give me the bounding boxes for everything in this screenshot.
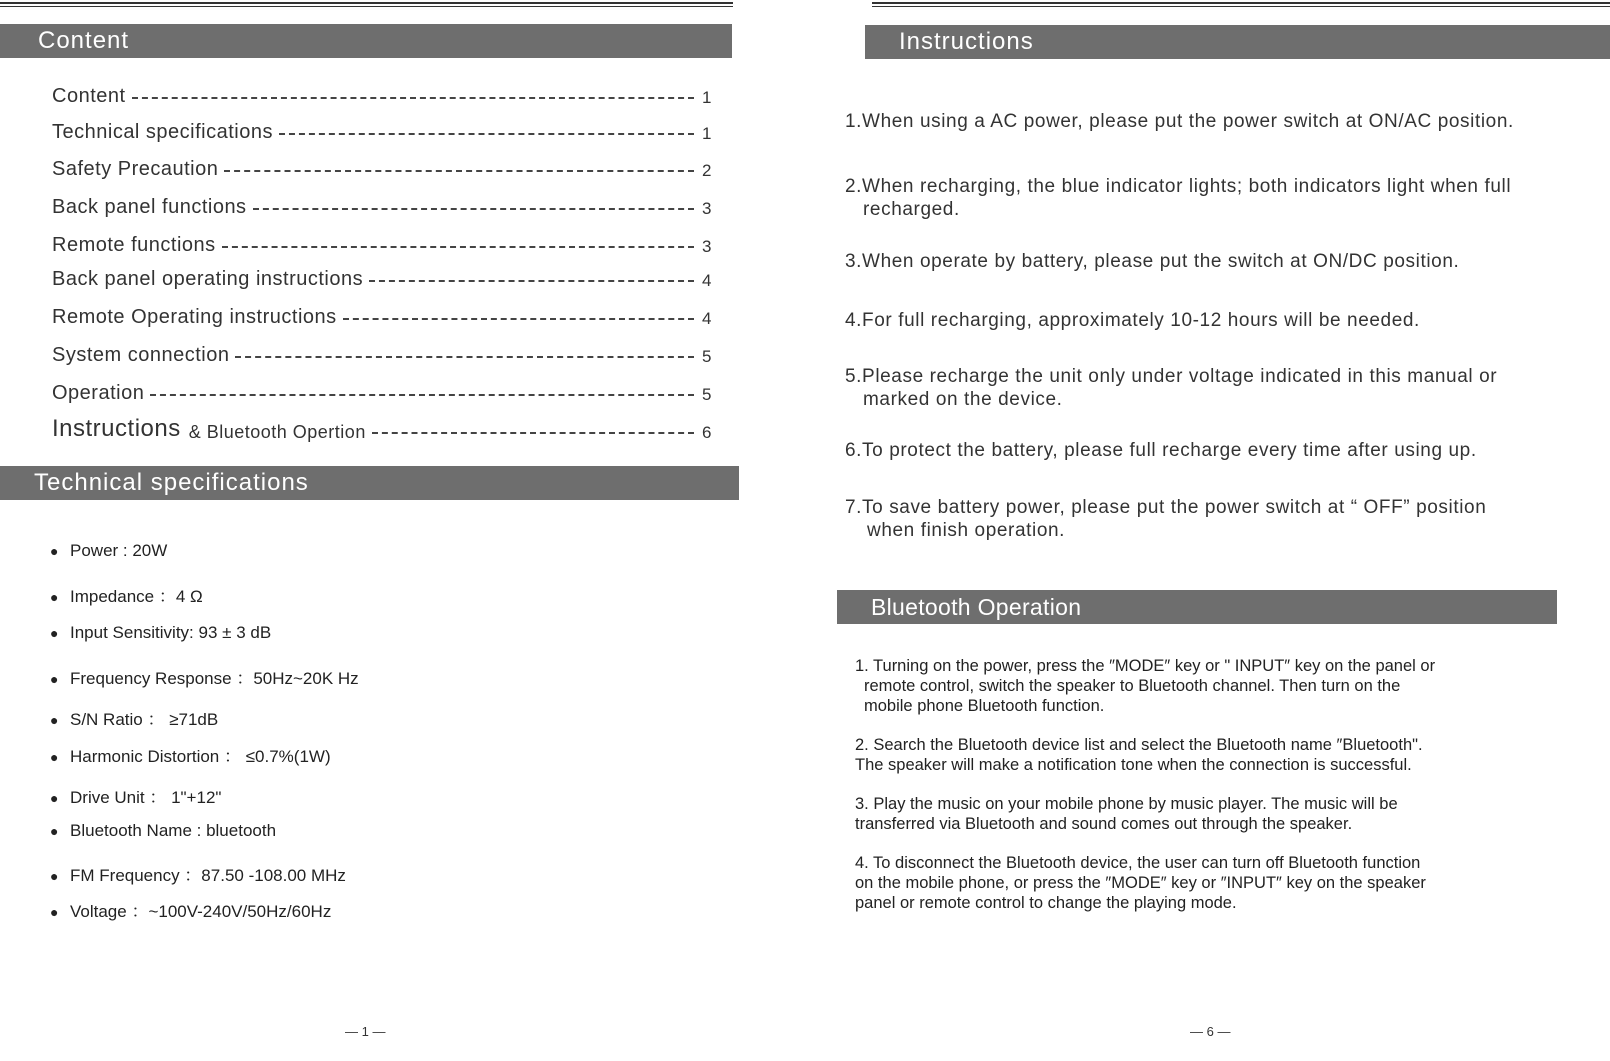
instruction-item <box>845 439 1575 462</box>
toc-page-number: 6 <box>702 423 712 442</box>
bullet-icon: ● <box>50 671 59 687</box>
instruction-item <box>845 175 1575 221</box>
bluetooth-step-line: The speaker will make a notification tone when the connection is successful. <box>855 756 1412 774</box>
bluetooth-step-line: 3. Play the music on your mobile phone by music player. The music will be <box>855 795 1398 813</box>
instruction-text-continued: marked on the device. <box>863 389 1063 410</box>
spec-item <box>50 897 331 922</box>
spec-text: Bluetooth Name : bluetooth <box>70 821 277 840</box>
spec-item <box>50 664 359 689</box>
toc-entry-instructions-bluetooth[interactable] <box>52 415 712 443</box>
bluetooth-step-line: 2. Search the Bluetooth device list and select the Bluetooth name ″Bluetooth". <box>855 736 1423 754</box>
bullet-icon: ● <box>50 543 59 559</box>
bluetooth-step-line: transferred via Bluetooth and sound comes out through the speaker. <box>855 815 1353 833</box>
spec-item <box>50 861 346 886</box>
toc-entry-back-panel-functions[interactable] <box>52 191 712 219</box>
left-page <box>0 0 760 1061</box>
toc-label: Back panel operating instructions <box>52 268 364 290</box>
toc-leader <box>222 246 694 248</box>
bluetooth-step <box>855 794 1565 834</box>
toc-label: Content <box>52 85 126 107</box>
spec-text: Voltage ：~100V-240V/50Hz/60Hz <box>70 902 332 921</box>
toc-label: Remote functions <box>52 234 216 256</box>
toc-entry-system-connection[interactable] <box>52 339 712 367</box>
technical-specifications-header: Technical specifications <box>0 466 739 500</box>
toc-page-number: 1 <box>702 124 712 143</box>
toc-entry-technical-specifications[interactable] <box>52 116 712 144</box>
instruction-text: 6.To protect the battery, please full recharge every time after using up. <box>845 440 1477 461</box>
spec-item <box>50 783 221 808</box>
toc-label: Safety Precaution <box>52 158 219 180</box>
instruction-item <box>845 309 1575 332</box>
bullet-icon: ● <box>50 790 59 806</box>
bullet-icon: ● <box>50 868 59 884</box>
bluetooth-step <box>855 656 1565 716</box>
instructions-section-header: Instructions <box>865 25 1610 59</box>
toc-label: System connection <box>52 344 230 366</box>
toc-label: Back panel functions <box>52 196 247 218</box>
spec-item <box>50 623 271 643</box>
instruction-item <box>845 250 1575 273</box>
toc-leader <box>253 208 694 210</box>
toc-leader <box>369 280 694 282</box>
bullet-icon: ● <box>50 904 59 920</box>
toc-page-number: 2 <box>702 161 712 180</box>
bullet-icon: ● <box>50 589 59 605</box>
toc-page-number: 4 <box>702 271 712 290</box>
spec-text: Input Sensitivity: 93 ± 3 dB <box>70 623 272 642</box>
toc-leader <box>224 170 694 172</box>
spec-text: Power : 20W <box>70 541 168 560</box>
top-rule <box>0 2 733 4</box>
toc-page-number: 3 <box>702 199 712 218</box>
toc-page-number: 5 <box>702 347 712 366</box>
toc-label-main: Instructions <box>52 415 181 442</box>
bluetooth-step-line: panel or remote control to change the playing mode. <box>855 894 1237 912</box>
toc-leader <box>150 394 694 396</box>
bluetooth-step-line: 1. Turning on the power, press the ″MODE″ key or " INPUT″ key on the panel or <box>855 657 1436 675</box>
instruction-text-continued: when finish operation. <box>867 520 1066 541</box>
right-page <box>845 0 1610 1061</box>
toc-entry-content[interactable] <box>52 80 712 108</box>
instruction-text: 3.When operate by battery, please put the switch at ON/DC position. <box>845 251 1460 272</box>
toc-label: Technical specifications <box>52 121 273 143</box>
page-number: — 6 — <box>1190 1024 1231 1039</box>
bluetooth-step <box>855 853 1565 913</box>
instruction-text: 1.When using a AC power, please put the power switch at ON/AC position. <box>845 111 1514 132</box>
instruction-text: 4.For full recharging, approximately 10-12 hours will be needed. <box>845 310 1420 331</box>
toc-leader <box>279 133 694 135</box>
bluetooth-operation-header: Bluetooth Operation <box>837 590 1557 624</box>
toc-page-number: 5 <box>702 385 712 404</box>
toc-leader <box>343 318 694 320</box>
spec-item <box>50 821 276 841</box>
bullet-icon: ● <box>50 823 59 839</box>
instruction-text: 7.To save battery power, please put the power switch at “ OFF” position <box>845 497 1487 518</box>
spec-item <box>50 742 331 767</box>
toc-leader <box>235 356 694 358</box>
toc-page-number: 3 <box>702 237 712 256</box>
spec-text: Frequency Response ：50Hz~20K Hz <box>70 669 359 688</box>
toc-entry-remote-operating[interactable] <box>52 301 712 329</box>
toc-entry-safety-precaution[interactable] <box>52 153 712 181</box>
instruction-text-continued: recharged. <box>863 199 960 220</box>
bluetooth-step <box>855 735 1565 775</box>
bullet-icon: ● <box>50 749 59 765</box>
instruction-item <box>845 365 1575 411</box>
spec-text: Harmonic Distortion ： ≤0.7%(1W) <box>70 747 331 766</box>
spec-item <box>50 582 203 607</box>
instruction-item <box>845 496 1575 542</box>
instruction-item <box>845 110 1575 133</box>
instruction-text: 2.When recharging, the blue indicator lights; both indicators light when full <box>845 176 1512 197</box>
bullet-icon: ● <box>50 712 59 728</box>
bluetooth-step-line: on the mobile phone, or press the ″MODE″ key or ″INPUT″ key on the speaker <box>855 874 1426 892</box>
toc-entry-back-panel-operating[interactable] <box>52 263 712 291</box>
spec-text: Impedance ：4 Ω <box>70 587 203 606</box>
spec-text: Drive Unit ： 1"+12" <box>70 788 222 807</box>
top-rule <box>872 2 1610 4</box>
toc-entry-operation[interactable] <box>52 377 712 405</box>
toc-label: Remote Operating instructions <box>52 306 337 328</box>
spec-item <box>50 541 167 561</box>
toc-page-number: 1 <box>702 88 712 107</box>
top-rule-thin <box>872 6 1610 7</box>
toc-entry-remote-functions[interactable] <box>52 229 712 257</box>
content-section-header: Content <box>0 24 732 58</box>
bluetooth-step-line: 4. To disconnect the Bluetooth device, the user can turn off Bluetooth function <box>855 854 1421 872</box>
toc-page-number: 4 <box>702 309 712 328</box>
spec-text: S/N Ratio ： ≥71dB <box>70 710 219 729</box>
instruction-text: 5.Please recharge the unit only under voltage indicated in this manual or <box>845 366 1498 387</box>
page-number: — 1 — <box>345 1024 386 1039</box>
top-rule-thin <box>0 6 733 7</box>
toc-leader <box>132 97 694 99</box>
toc-label: Operation <box>52 382 145 404</box>
spec-text: FM Frequency ：87.50 -108.00 MHz <box>70 866 346 885</box>
spec-item <box>50 705 218 730</box>
bullet-icon: ● <box>50 625 59 641</box>
bluetooth-step-line: remote control, switch the speaker to Bluetooth channel. Then turn on the <box>864 677 1401 695</box>
toc-label-suffix: & Bluetooth Opertion <box>188 422 366 442</box>
toc-leader <box>372 432 694 434</box>
bluetooth-step-line: mobile phone Bluetooth function. <box>864 697 1105 715</box>
